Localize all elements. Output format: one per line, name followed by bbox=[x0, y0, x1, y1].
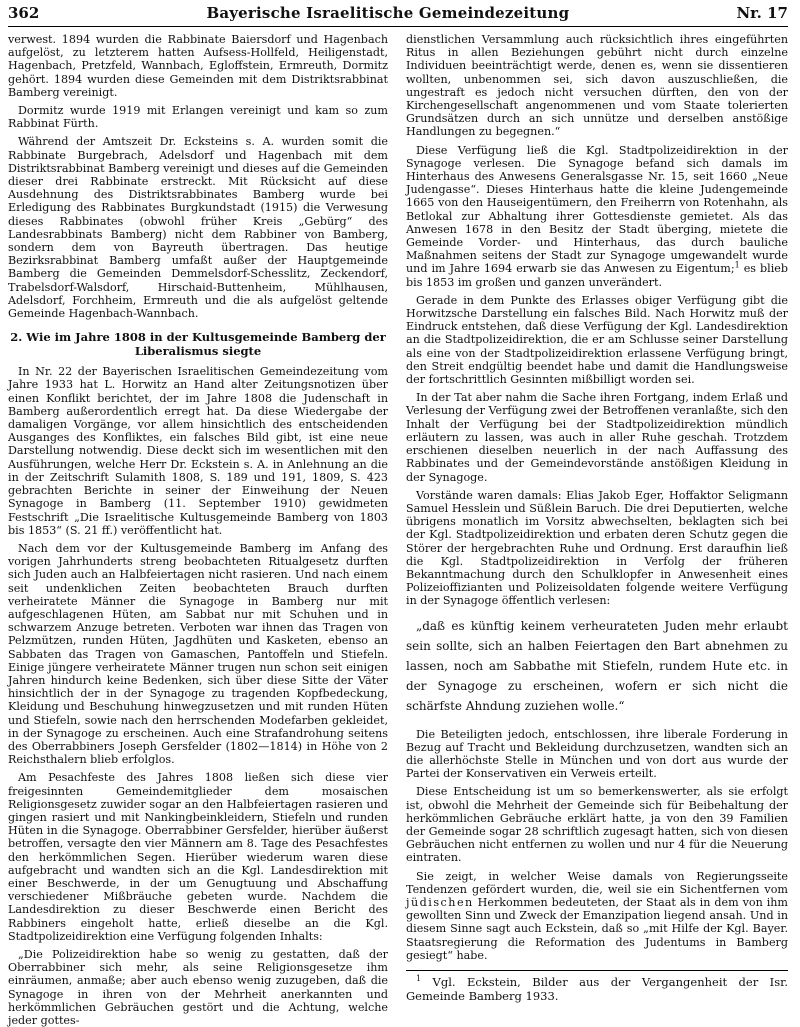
paragraph: verwest. 1894 wurden die Rabbinate Baiersdorf und Hagenbach aufgelöst, zu letzterem hatten Aufsess-Hollfeld, Heiligenstadt, Hagenbach, Pretzfeld, Wannbach, Egloffstein, Ermreuth, Dormitz gehört. 1894 wurden diese Gemeinden mit dem Distriktsrabbinat Bamberg vereinigt. bbox=[8, 33, 388, 99]
footnote-reference: 1 bbox=[734, 260, 740, 270]
paragraph: Während der Amtszeit Dr. Ecksteins s. A. wurden somit die Rabbinate Burgebrach, Adelsdorf und Hagenbach mit dem Distriktsrabbinat Bamberg vereinigt und dieses auf die Gemeinden dieser drei Rabbinate erstreckt. Mit Rücksicht auf diese Ausdehnung des Distriktsrabbinates Bamberg wurde bei Erledigung des Rabbinates Burgkundstadt (1915) die Verwesung dieses Rabbinates (obwohl früher Kreis „Gebürg“ des Landesrabbinats Bamberg) nicht dem Rabbiner von Bamberg, sondern dem von Bayreuth übertragen. Das heutige Bezirksrabbinat Bamberg umfaßt außer der Hauptgemeinde Bamberg die Gemeinden Demmelsdorf-Schesslitz, Zeckendorf, Trabelsdorf-Walsdorf, Hirschaid-Buttenheim, Mühlhausen, Adelsdorf, Forchheim, Ermreuth und die als aufgelöst geltende Gemeinde Hagenbach-Wannbach. bbox=[8, 135, 389, 321]
paragraph: In der Tat aber nahm die Sache ihren Fortgang, indem Erlaß und Verlesung der Verfügung zwei der Betroffenen veranlaßte, sich den Inhalt der Verfügung bei der Stadtpolizeidirektion mündlich erläutern zu lassen, was auch in aller Ruhe geschah. Trotzdem erschienen dieselben neuerlich in der nach Auffassung des Rabbinates und der Gemeindevorstände anstößigen Kleidung in der Synagoge. bbox=[406, 391, 788, 484]
paragraph-text: Herkommen bedeuteten, der Staat als in dem von ihm gewollten Sinn und Zweck der Emanzipation liegend ansah. Und in diesem Sinne sagt auch Eckstein, daß so „mit Hilfe der Kgl. Bayer. Staatsregierung die Reformation des Judentums in Bamberg gesiegt“ habe. bbox=[406, 895, 788, 962]
footnote-separator bbox=[406, 970, 788, 971]
footnote-mark: 1 bbox=[416, 974, 422, 984]
newspaper-title: Bayerische Israelitische Gemeindezeitung bbox=[206, 4, 570, 22]
page-header bbox=[8, 0, 788, 27]
quote-text: „daß es künftig keinem verheurateten Juden mehr erlaubt sein sollte, sich an halben Feiertagen den Bart abnehmen zu lassen, noch am Sabbathe mit Stiefeln, rundem Hute etc. in der Synagoge zu erscheinen, wofern er sich nicht die schärfste Ahndung zuziehen wolle.“ bbox=[406, 618, 788, 713]
paragraph: Nach dem vor der Kultusgemeinde Bamberg im Anfang des vorigen Jahrhunderts streng beobachteten Ritualgesetz durften sich Juden auch an Halbfeiertagen nicht rasieren. Und nach einem seit undenklichen Zeiten beobachteten Brauch durften verheiratete Männer die Synagoge in Bamberg nur mit aufgeschlagenen Hüten, am Sabbat nur mit Schuhen und in schwarzem Anzuge betreten. Verboten war ihnen das Tragen von Pelzmützen, runden Hüten, Jagdhüten und Kasketen, ebenso an Sabbaten das Tragen von Gamaschen, Pantoffeln und Stiefeln. Einige jüngere verheiratete Männer trugen nun schon seit einigen Jahren hindurch keine Bedenken, sich über diese Sitte der Väter hinsichtlich der in der Synagoge zu tragenden Kopfbedeckung, Kleidung und Beschuhung hinwegzusetzen und mit runden Hüten und Stiefeln, sowie nach den herrschenden Modefarben gekleidet, in der Synagoge zu erscheinen. Auch eine Strafandrohung seitens des Oberrabbiners Joseph Gersfelder (1802—1814) in Höhe von 2 Reichsthalern blieb erfolglos. bbox=[8, 541, 388, 767]
paragraph: Am Pesachfeste des Jahres 1808 ließen sich diese vier freigesinnten Gemeindemitglieder dem mosaischen Religionsgesetz zuwider sogar an den Halbfeiertagen rasieren und gingen rasiert und mit Nankingbeinkleidern, Stiefeln und runden Hüten in die Synagoge. Oberrabbiner Gersfelder, hierüber äußerst betroffen, versagte den vier Männern am 8. Tage des Pesachfestes den herkömmlichen Segen. Hierüber wiederum waren diese aufgebracht und wandten sich an die Kgl. Landesdirektion mit einer Beschwerde, in der um Genugtuung und Abschaffung verschiedener Mißbräuche gebeten wurde. Nachdem die Landesdirektion zu dieser Beschwerde einen Bericht des Rabbiners eingeholt hatte, erließ dieselbe an die Kgl. Stadtpolizeidirektion eine Verfügung folgenden Inhalts: bbox=[8, 771, 388, 943]
paragraph bbox=[406, 870, 788, 962]
paragraph: Gerade in dem Punkte des Erlasses obiger Verfügung gibt die Horwitzsche Darstellung ein falsches Bild. Nach Horwitz muß der Eindruck entstehen, daß diese Verfügung der Kgl. Landesdirektion an die Stadtpolizeidirektion, die er am Schlusse seiner Darstellung als eine von der Stadtpolizeidirektion erlassene Verfügung bringt, den Streit endgültig beendet habe und damit die Handlungsweise der fortschrittlich Gesinnten mißbilligt worden sei. bbox=[406, 293, 788, 387]
paragraph: Dormitz wurde 1919 mit Erlangen vereinigt und kam so zum Rabbinat Fürth. bbox=[8, 104, 388, 131]
paragraph: Die Beteiligten jedoch, entschlossen, ihre liberale Forderung in Bezug auf Tracht und Bekleidung durchzusetzen, wandten sich an die allerhöchste Stelle in München und von dort aus wurde der Partei der Konservativen ein Verweis erteilt. bbox=[406, 727, 788, 781]
issue-number: Nr. 17 bbox=[736, 4, 788, 22]
paragraph-text: es blieb bis 1853 im großen und ganzen unverändert. bbox=[406, 262, 788, 289]
left-column bbox=[8, 33, 389, 1027]
footnote-text: Vgl. Eckstein, Bilder aus der Vergangenheit der Isr. Gemeinde Bamberg 1933. bbox=[406, 974, 788, 1003]
paragraph: „Die Polizeidirektion habe so wenig zu gestatten, daß der Oberrabbiner sich mehr, als seine Religionsgesetze ihm einräumen, anmaße; aber auch ebenso wenig zuzugeben, daß die Synagoge in ihren von der Mehrheit anerkannten und herkömmlichen Gebräuchen gestört und die Achtung, welche jeder gottes- bbox=[8, 948, 388, 1027]
paragraph-text: Diese Verfügung ließ die Kgl. Stadtpolizeidirektion in der Synagoge verlesen. Die Synagoge befand sich damals im Hinterhaus des Anwesens Generalsgasse Nr. 15, seit 1660 „Neue Judengasse“. Dieses Hinterhaus hatte die kleine Judengemeinde 1665 von den Hauseigentümern, den Freiherrn von Rotenhahn, als Betlokal zur Abhaltung ihrer Gottesdienste gemietet. Als das Anwesen 1678 in den Besitz der Stadt überging, mietete die Gemeinde Vorder- und Hinterhaus, das durch bauliche Maßnahmen seitens der Stadt zur Synagoge umgewandelt wurde und im Jahre 1694 erwarb sie das Anwesen zu Eigentum; bbox=[406, 143, 788, 276]
footnote bbox=[406, 975, 788, 1003]
page-number: 362 bbox=[8, 4, 40, 22]
right-column bbox=[406, 33, 788, 1013]
paragraph-text: Sie zeigt, in welcher Weise damals von Regierungsseite Tendenzen gefördert wurden, die, weil sie ein Sichentfernen vom bbox=[406, 869, 788, 896]
emphasized-word: jüdischen bbox=[406, 895, 474, 909]
paragraph: Vorstände waren damals: Elias Jakob Eger, Hoffaktor Seligmann Samuel Hesslein und Süßlein Baruch. Die drei Deputierten, welche übrigens monatlich im Vorsitz abwechselten, beklagten sich bei der Kgl. Stadtpolizeidirektion und erbaten deren Schutz gegen die Störer der hergebrachten Ruhe und Ordnung. Erst daraufhin ließ die Kgl. Stadtpolizeidirektion in Verfolg der früheren Bekanntmachung durch den Schulklopfer in Anwesenheit eines Polizeioffizianten und Polizeisoldaten folgende weitere Verfügung in der Synagoge öffentlich verlesen: bbox=[406, 488, 788, 608]
section-heading: 2. Wie im Jahre 1808 in der Kultusgemeinde Bamberg der Liberalismus siegte bbox=[10, 330, 386, 359]
block-quote bbox=[406, 616, 788, 716]
paragraph: dienstlichen Versammlung auch rücksichtlich ihres eingeführten Ritus in allen Beziehungen gebührt nicht durch einzelne Individuen beeinträchtigt werde, denen es, wenn sie dissentieren wollten, unbenommen sei, sich davon auszuschließen, die ungestraft es jedoch nicht versuchen dürften, den von der Kirchengesellschaft angenommenen und vom Staate tolerierten Grundsätzen durch an sich unnütze und derselben anstößige Handlungen zu begegnen.“ bbox=[406, 33, 788, 139]
paragraph: Diese Entscheidung ist um so bemerkenswerter, als sie erfolgt ist, obwohl die Mehrheit der Gemeinde sich für Beibehaltung der herkömmlichen Gebräuche erklärt hatte, ja von den 39 Familien der Gemeinde sogar 28 schriftlich zugesagt hatten, sich von diesen Gebräuchen nicht entfernen zu wollen und nur 4 für die Neuerung eintraten. bbox=[406, 785, 788, 865]
paragraph: In Nr. 22 der Bayerischen Israelitischen Gemeindezeitung vom Jahre 1933 hat L. Horwitz an Hand alter Zeitungsnotizen über einen Konflikt berichtet, der im Jahre 1808 die Judenschaft in Bamberg außerordentlich erregt hat. Da diese Wiedergabe der damaligen Vorgänge, vor allem hinsichtlich des entscheidenden Ausganges des Konfliktes, ein falsches Bild gibt, ist eine neue Darstellung notwendig. Diese deckt sich im wesentlichen mit den Ausführungen, welche Herr Dr. Eckstein s. A. in Anlehnung an die in der Zeitschrift Sulamith 1808, S. 189 und 191, 1809, S. 423 gebrachten Berichte in seiner der Einweihung der Neuen Synagoge in Bamberg (11. September 1910) gewidmeten Festschrift „Die Israelitische Kultusgemeinde Bamberg von 1803 bis 1853“ (S. 21 ff.) veröffentlicht hat. bbox=[8, 365, 388, 537]
paragraph bbox=[406, 144, 788, 289]
